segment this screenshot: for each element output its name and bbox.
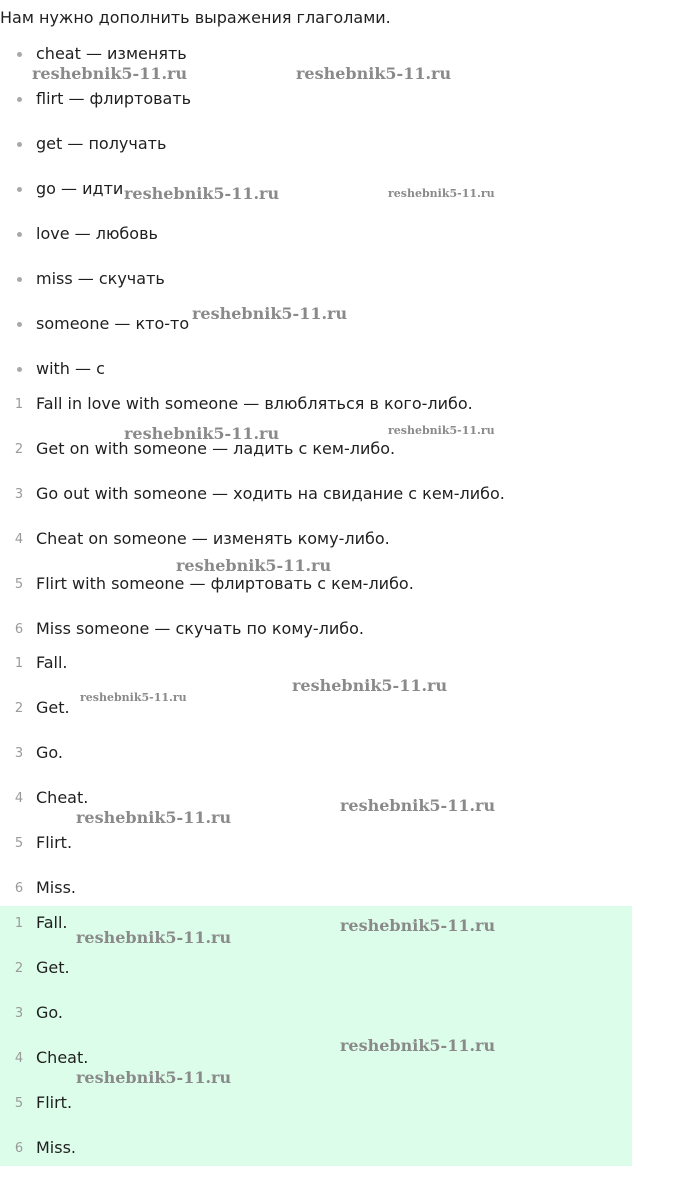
final-answer-text: Get. bbox=[36, 958, 70, 977]
bullet-icon bbox=[17, 52, 22, 57]
final-answers-list bbox=[0, 913, 640, 1183]
phrase-text: Cheat on someone — изменять кому-либо. bbox=[36, 529, 390, 548]
vocabulary-item bbox=[0, 269, 640, 314]
vocabulary-item bbox=[0, 44, 640, 89]
watermark: reshebnik5-11.ru bbox=[176, 556, 332, 575]
watermark: reshebnik5-11.ru bbox=[340, 1036, 496, 1055]
phrase-item bbox=[0, 394, 640, 439]
vocabulary-text: get — получать bbox=[36, 134, 167, 153]
final-answer-item bbox=[0, 913, 640, 958]
watermark: reshebnik5-11.ru bbox=[76, 808, 232, 827]
phrase-item bbox=[0, 439, 640, 484]
vocabulary-text: flirt — флиртовать bbox=[36, 89, 192, 108]
item-number: 2 bbox=[14, 701, 24, 716]
item-number: 6 bbox=[14, 881, 24, 896]
watermark: reshebnik5-11.ru bbox=[388, 424, 495, 437]
final-answer-item bbox=[0, 1093, 640, 1138]
item-number: 5 bbox=[14, 1096, 24, 1111]
vocabulary-item bbox=[0, 224, 640, 269]
final-answer-item bbox=[0, 1048, 640, 1093]
watermark: reshebnik5-11.ru bbox=[296, 64, 452, 83]
answer-text: Flirt. bbox=[36, 833, 73, 852]
watermark: reshebnik5-11.ru bbox=[388, 187, 495, 200]
answer-item bbox=[0, 743, 640, 788]
vocabulary-text: love — любовь bbox=[36, 224, 158, 243]
watermark: reshebnik5-11.ru bbox=[340, 796, 496, 815]
bullet-icon bbox=[17, 232, 22, 237]
watermark: reshebnik5-11.ru bbox=[80, 691, 187, 704]
watermark: reshebnik5-11.ru bbox=[32, 64, 188, 83]
vocabulary-text: with — с bbox=[36, 359, 105, 378]
bullet-icon bbox=[17, 97, 22, 102]
phrase-text: Flirt with someone — флиртовать с кем-либо. bbox=[36, 574, 414, 593]
watermark: reshebnik5-11.ru bbox=[192, 304, 348, 323]
final-answer-item bbox=[0, 1138, 640, 1183]
item-number: 6 bbox=[14, 622, 24, 637]
phrase-text: Get on with someone — ладить с кем-либо. bbox=[36, 439, 396, 458]
item-number: 3 bbox=[14, 487, 24, 502]
final-answer-text: Cheat. bbox=[36, 1048, 89, 1067]
bullet-icon bbox=[17, 142, 22, 147]
item-number: 3 bbox=[14, 746, 24, 761]
bullet-icon bbox=[17, 187, 22, 192]
watermark: reshebnik5-11.ru bbox=[292, 676, 448, 695]
phrase-item bbox=[0, 529, 640, 574]
vocabulary-item bbox=[0, 314, 640, 359]
watermark: reshebnik5-11.ru bbox=[76, 928, 232, 947]
answer-item bbox=[0, 788, 640, 833]
watermark: reshebnik5-11.ru bbox=[340, 916, 496, 935]
item-number: 1 bbox=[14, 397, 24, 412]
answer-text: Fall. bbox=[36, 653, 68, 672]
item-number: 4 bbox=[14, 532, 24, 547]
watermark: reshebnik5-11.ru bbox=[76, 1068, 232, 1087]
item-number: 6 bbox=[14, 1141, 24, 1156]
vocabulary-item bbox=[0, 134, 640, 179]
final-answer-text: Miss. bbox=[36, 1138, 77, 1157]
phrase-item bbox=[0, 574, 640, 619]
item-number: 5 bbox=[14, 836, 24, 851]
phrase-text: Go out with someone — ходить на свидание с кем-либо. bbox=[36, 484, 505, 503]
watermark: reshebnik5-11.ru bbox=[124, 424, 280, 443]
vocabulary-text: someone — кто-то bbox=[36, 314, 190, 333]
phrase-item bbox=[0, 484, 640, 529]
item-number: 4 bbox=[14, 1051, 24, 1066]
bullet-icon bbox=[17, 277, 22, 282]
vocabulary-text: miss — скучать bbox=[36, 269, 165, 288]
answer-text: Cheat. bbox=[36, 788, 89, 807]
final-answer-item bbox=[0, 1003, 640, 1048]
final-answer-item bbox=[0, 958, 640, 1003]
phrases-list bbox=[0, 394, 640, 664]
answer-item bbox=[0, 653, 640, 698]
vocabulary-item bbox=[0, 89, 640, 134]
final-answer-text: Fall. bbox=[36, 913, 68, 932]
bullet-icon bbox=[17, 367, 22, 372]
final-answer-text: Go. bbox=[36, 1003, 63, 1022]
item-number: 1 bbox=[14, 916, 24, 931]
watermark: reshebnik5-11.ru bbox=[124, 184, 280, 203]
answer-text: Go. bbox=[36, 743, 63, 762]
vocabulary-list bbox=[0, 44, 640, 404]
item-number: 4 bbox=[14, 791, 24, 806]
item-number: 5 bbox=[14, 577, 24, 592]
vocabulary-item bbox=[0, 179, 640, 224]
item-number: 3 bbox=[14, 1006, 24, 1021]
final-answer-text: Flirt. bbox=[36, 1093, 73, 1112]
answer-text: Miss. bbox=[36, 878, 77, 897]
item-number: 1 bbox=[14, 656, 24, 671]
item-number: 2 bbox=[14, 961, 24, 976]
vocabulary-text: go — идти bbox=[36, 179, 124, 198]
phrase-text: Miss someone — скучать по кому-либо. bbox=[36, 619, 364, 638]
answer-text: Get. bbox=[36, 698, 70, 717]
answer-item bbox=[0, 698, 640, 743]
vocabulary-text: cheat — изменять bbox=[36, 44, 187, 63]
answers-list bbox=[0, 653, 640, 923]
bullet-icon bbox=[17, 322, 22, 327]
phrase-text: Fall in love with someone — влюбляться в кого-либо. bbox=[36, 394, 473, 413]
intro-text: Нам нужно дополнить выражения глаголами. bbox=[0, 8, 391, 27]
item-number: 2 bbox=[14, 442, 24, 457]
answer-item bbox=[0, 833, 640, 878]
